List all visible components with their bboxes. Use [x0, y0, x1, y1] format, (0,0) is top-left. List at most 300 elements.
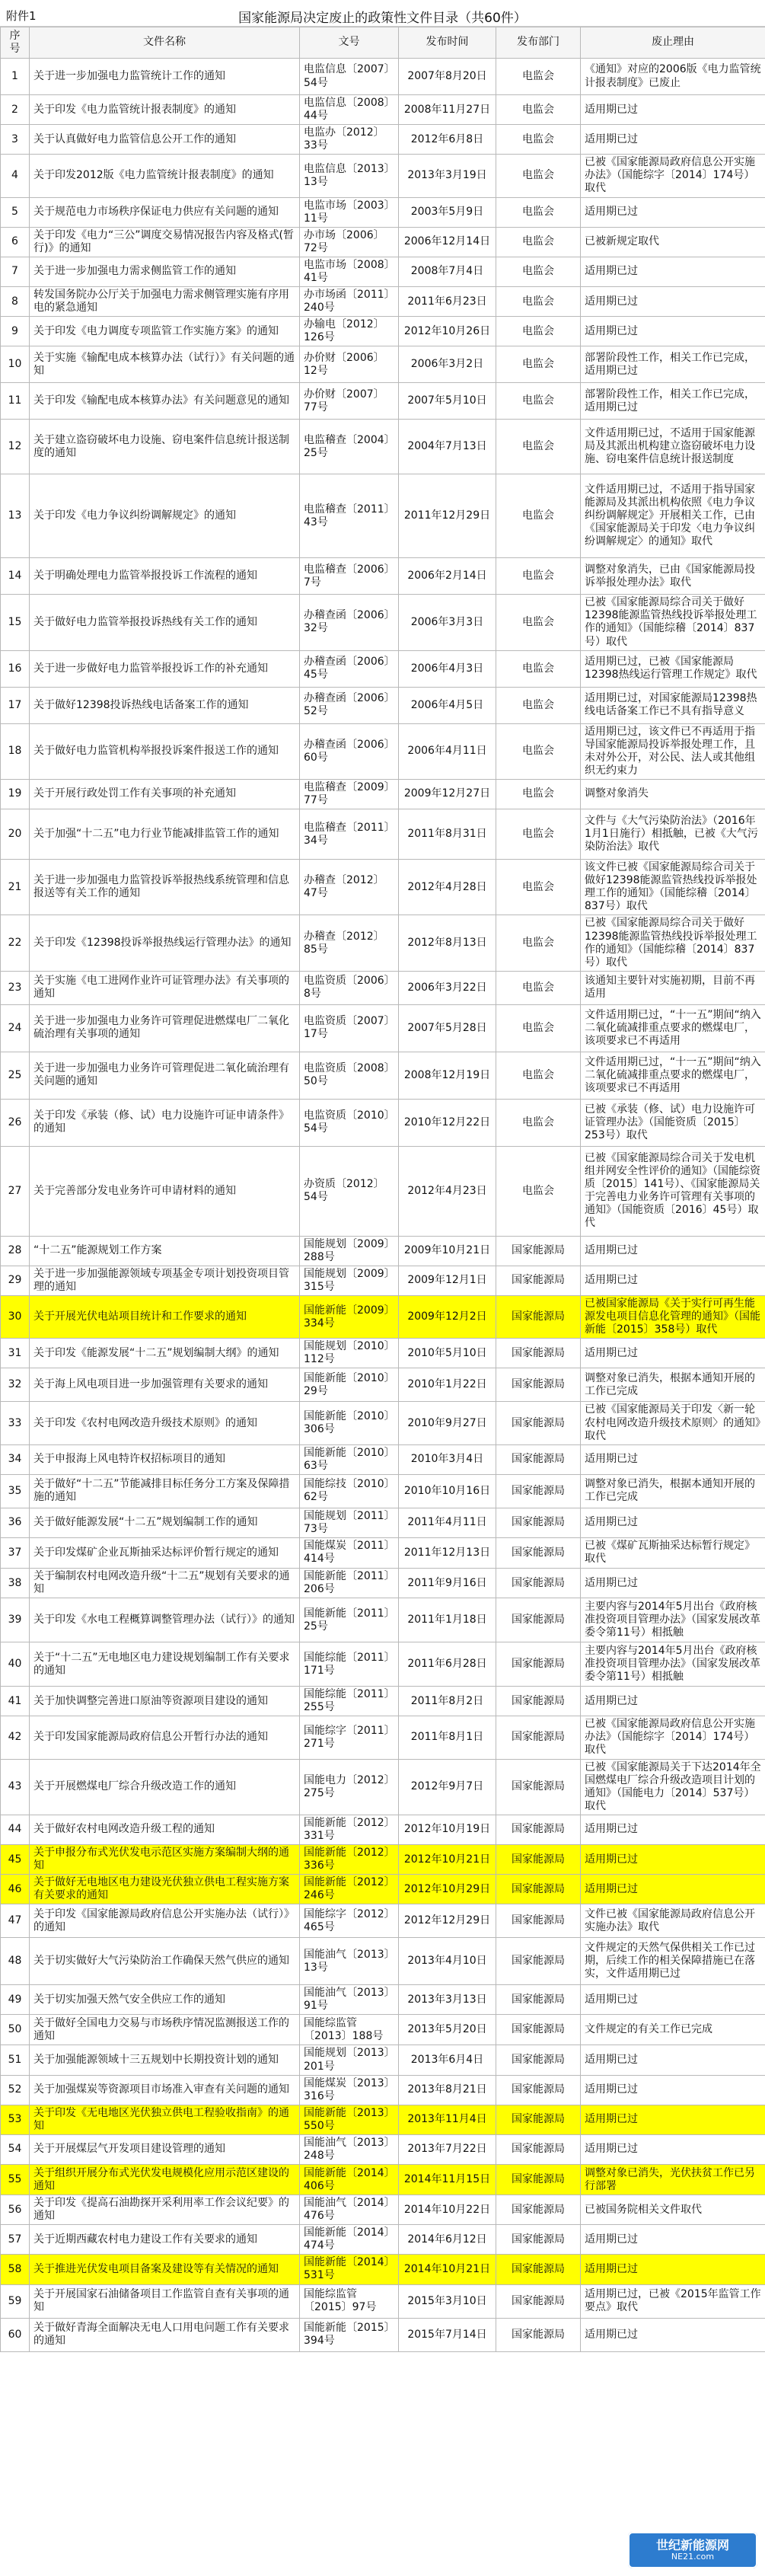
- publish-date: 2011年9月16日: [399, 1568, 496, 1598]
- document-name: 关于印发《电力“三公”调度交易情况报告内容及格式(暂行)》的通知: [30, 227, 300, 257]
- document-name: 关于印发《提高石油勘探开采利用率工作会议纪要》的通知: [30, 2195, 300, 2225]
- row-number: 24: [1, 1004, 30, 1052]
- document-name: 关于做好农村电网改造升级工程的通知: [30, 1815, 300, 1844]
- document-name: 关于做好无电地区电力建设光伏独立供电工程实施方案有关要求的通知: [30, 1875, 300, 1904]
- table-row: [1, 971, 765, 1004]
- publish-date: 2010年1月22日: [399, 1368, 496, 1402]
- publishing-department: 国家能源局: [496, 1236, 581, 1266]
- document-name: 关于完善部分发电业务许可申请材料的通知: [30, 1146, 300, 1236]
- publish-date: 2012年10月21日: [399, 1845, 496, 1875]
- row-number: 17: [1, 687, 30, 723]
- document-number: 国能规划〔2009〕315号: [300, 1266, 399, 1295]
- document-name: 关于印发煤矿企业瓦斯抽采达标评价暂行规定的通知: [30, 1537, 300, 1568]
- document-name: 关于印发《能源发展“十二五”规划编制大纲》的通知: [30, 1339, 300, 1368]
- repeal-reason: 文件适用期已过，不适用于国家能源局及其派出机构建立盗窃破坏电力设施、窃电案件信息统计报送制度: [581, 420, 765, 474]
- table-row: [1, 95, 765, 125]
- row-number: 41: [1, 1687, 30, 1716]
- publish-date: 2006年3月22日: [399, 971, 496, 1004]
- repeal-reason: 已被《国家能源局政府信息公开实施办法》（国能综字〔2014〕174号）取代: [581, 155, 765, 197]
- repeal-reason: 已被《煤矿瓦斯抽采达标暂行规定》取代: [581, 1537, 765, 1568]
- publish-date: 2012年4月23日: [399, 1146, 496, 1236]
- document-number: 国能综监管〔2013〕188号: [300, 2015, 399, 2045]
- document-number: 国能新能〔2015〕394号: [300, 2318, 399, 2351]
- repeal-reason: 适用期已过，该文件已不再适用于指导国家能源局投诉举报处理工作，且未对外公开，对公民、法人或其他组织无约束力: [581, 723, 765, 779]
- publishing-department: 国家能源局: [496, 1339, 581, 1368]
- document-name: 关于明确处理电力监管举报投诉工作流程的通知: [30, 558, 300, 595]
- repeal-reason: 调整对象已消失，根据本通知开展的工作已完成: [581, 1474, 765, 1508]
- document-name: 关于进一步加强能源领域专项基金专项计划投资项目管理的通知: [30, 1266, 300, 1295]
- row-number: 55: [1, 2165, 30, 2195]
- repeal-reason: 适用期已过: [581, 2134, 765, 2164]
- publishing-department: 国家能源局: [496, 1985, 581, 2015]
- publishing-department: 电监会: [496, 558, 581, 595]
- repeal-reason: 适用期已过: [581, 1339, 765, 1368]
- repealed-documents-table: [0, 27, 765, 2352]
- document-number: 国能规划〔2009〕288号: [300, 1236, 399, 1266]
- publish-date: 2011年6月23日: [399, 287, 496, 317]
- row-number: 40: [1, 1642, 30, 1687]
- publish-date: 2013年5月20日: [399, 2015, 496, 2045]
- row-number: 43: [1, 1759, 30, 1815]
- col-header-number: 文号: [300, 27, 399, 59]
- publishing-department: 国家能源局: [496, 1537, 581, 1568]
- publish-date: 2011年8月2日: [399, 1687, 496, 1716]
- document-name: 关于进一步做好电力监管举报投诉工作的补充通知: [30, 650, 300, 687]
- table-row: [1, 1759, 765, 1815]
- document-name: 关于加强能源领域十三五规划中长期投资计划的通知: [30, 2045, 300, 2075]
- document-number: 国能规划〔2011〕73号: [300, 1508, 399, 1537]
- col-header-dept: 发布部门: [496, 27, 581, 59]
- table-row: [1, 1099, 765, 1146]
- document-number: 办价财〔2007〕77号: [300, 383, 399, 420]
- repeal-reason: 该文件已被《国家能源局综合司关于做好12398能源监管热线投诉举报处理工作的通知》（国能综稽〔2014〕837号）取代: [581, 860, 765, 915]
- table-row: [1, 1598, 765, 1642]
- document-number: 国能新能〔2012〕246号: [300, 1875, 399, 1904]
- publish-date: 2009年12月1日: [399, 1266, 496, 1295]
- row-number: 54: [1, 2134, 30, 2164]
- document-name: 关于做好青海全面解决无电人口用电问题工作有关要求的通知: [30, 2318, 300, 2351]
- publishing-department: 国家能源局: [496, 1568, 581, 1598]
- site-watermark-logo: [628, 2532, 757, 2568]
- repeal-reason: 适用期已过: [581, 1875, 765, 1904]
- table-row: [1, 2045, 765, 2075]
- publishing-department: 国家能源局: [496, 1904, 581, 1938]
- row-number: 50: [1, 2015, 30, 2045]
- row-number: 46: [1, 1875, 30, 1904]
- repeal-reason: 适用期已过，对国家能源局12398热线电话备案工作已不具有指导意义: [581, 687, 765, 723]
- repeal-reason: 适用期已过: [581, 1236, 765, 1266]
- repeal-reason: 调整对象已消失，根据本通知开展的工作已完成: [581, 1368, 765, 1402]
- publish-date: 2010年3月4日: [399, 1444, 496, 1474]
- publish-date: 2007年5月10日: [399, 383, 496, 420]
- publishing-department: 电监会: [496, 1146, 581, 1236]
- document-number: 电监信息〔2013〕13号: [300, 155, 399, 197]
- publishing-department: 国家能源局: [496, 2045, 581, 2075]
- document-number: 办资质〔2012〕54号: [300, 1146, 399, 1236]
- document-number: 办稽查〔2012〕85号: [300, 915, 399, 971]
- publishing-department: 电监会: [496, 227, 581, 257]
- table-row: [1, 860, 765, 915]
- table-row: [1, 809, 765, 860]
- document-number: 办输电〔2012〕126号: [300, 317, 399, 346]
- publish-date: 2011年8月31日: [399, 809, 496, 860]
- publishing-department: 国家能源局: [496, 2284, 581, 2318]
- document-name: 关于实施《电工进网作业许可证管理办法》有关事项的通知: [30, 971, 300, 1004]
- publishing-department: 国家能源局: [496, 1266, 581, 1295]
- document-number: 办价财〔2006〕12号: [300, 346, 399, 383]
- row-number: 37: [1, 1537, 30, 1568]
- document-name: 关于印发《无电地区光伏独立供电工程验收指南》的通知: [30, 2105, 300, 2134]
- document-number: 电监稽查〔2006〕7号: [300, 558, 399, 595]
- document-name: 关于做好电力监管举报投诉热线有关工作的通知: [30, 595, 300, 650]
- table-row: [1, 1004, 765, 1052]
- repeal-reason: 已被《国家能源局关于印发〈新一轮农村电网改造升级技术原则〉的通知》取代: [581, 1402, 765, 1444]
- row-number: 16: [1, 650, 30, 687]
- table-row: [1, 2134, 765, 2164]
- repeal-reason: 适用期已过: [581, 317, 765, 346]
- document-number: 国能综监管〔2015〕97号: [300, 2284, 399, 2318]
- table-row: [1, 2075, 765, 2105]
- repeal-reason: 已被国务院相关文件取代: [581, 2195, 765, 2225]
- document-number: 国能综字〔2011〕271号: [300, 1716, 399, 1759]
- document-number: 国能综技〔2010〕62号: [300, 1474, 399, 1508]
- repeal-reason: 已被《承装（修、试）电力设施许可证管理办法》（国能资质〔2015〕253号）取代: [581, 1099, 765, 1146]
- table-row: [1, 59, 765, 95]
- publishing-department: 国家能源局: [496, 2105, 581, 2134]
- publish-date: 2006年3月3日: [399, 595, 496, 650]
- table-row: [1, 155, 765, 197]
- publish-date: 2004年7月13日: [399, 420, 496, 474]
- document-number: 国能规划〔2013〕201号: [300, 2045, 399, 2075]
- publishing-department: 国家能源局: [496, 1642, 581, 1687]
- row-number: 56: [1, 2195, 30, 2225]
- publishing-department: 国家能源局: [496, 2225, 581, 2255]
- document-number: 国能新能〔2014〕474号: [300, 2225, 399, 2255]
- publishing-department: 电监会: [496, 971, 581, 1004]
- publish-date: 2012年8月13日: [399, 915, 496, 971]
- row-number: 38: [1, 1568, 30, 1598]
- row-number: 8: [1, 287, 30, 317]
- table-row: [1, 650, 765, 687]
- document-number: 国能煤炭〔2013〕316号: [300, 2075, 399, 2105]
- publish-date: 2008年7月4日: [399, 257, 496, 286]
- row-number: 53: [1, 2105, 30, 2134]
- repeal-reason: 适用期已过: [581, 287, 765, 317]
- document-name: 关于印发国家能源局政府信息公开暂行办法的通知: [30, 1716, 300, 1759]
- publishing-department: 国家能源局: [496, 1444, 581, 1474]
- publishing-department: 电监会: [496, 595, 581, 650]
- publish-date: 2013年7月22日: [399, 2134, 496, 2164]
- publish-date: 2010年9月27日: [399, 1402, 496, 1444]
- publish-date: 2006年4月5日: [399, 687, 496, 723]
- table-row: [1, 2015, 765, 2045]
- publishing-department: 国家能源局: [496, 2075, 581, 2105]
- repeal-reason: 适用期已过: [581, 1444, 765, 1474]
- repeal-reason: 文件规定的有关工作已完成: [581, 2015, 765, 2045]
- row-number: 12: [1, 420, 30, 474]
- table-row: [1, 2255, 765, 2284]
- document-number: 国能综字〔2012〕465号: [300, 1904, 399, 1938]
- document-name: 关于做好能源发展“十二五”规划编制工作的通知: [30, 1508, 300, 1537]
- row-number: 13: [1, 474, 30, 558]
- document-number: 电监办〔2012〕33号: [300, 125, 399, 155]
- table-row: [1, 1236, 765, 1266]
- table-row: [1, 1875, 765, 1904]
- publish-date: 2013年11月4日: [399, 2105, 496, 2134]
- publish-date: 2015年7月14日: [399, 2318, 496, 2351]
- document-number: 国能综能〔2011〕171号: [300, 1642, 399, 1687]
- publishing-department: 电监会: [496, 650, 581, 687]
- col-header-no: 序号: [1, 27, 30, 59]
- document-number: 电监资质〔2007〕17号: [300, 1004, 399, 1052]
- table-row: [1, 1296, 765, 1339]
- table-row: [1, 2318, 765, 2351]
- publish-date: 2012年6月8日: [399, 125, 496, 155]
- repeal-reason: 适用期已过: [581, 2075, 765, 2105]
- table-row: [1, 227, 765, 257]
- document-number: 办稽查函〔2006〕52号: [300, 687, 399, 723]
- table-row: [1, 2225, 765, 2255]
- repeal-reason: 适用期已过: [581, 2255, 765, 2284]
- row-number: 58: [1, 2255, 30, 2284]
- repeal-reason: 已被国家能源局《关于实行可再生能源发电项目信息化管理的通知》（国能新能〔2015〕358号）取代: [581, 1296, 765, 1339]
- table-row: [1, 1402, 765, 1444]
- publishing-department: 国家能源局: [496, 1474, 581, 1508]
- publish-date: 2009年12月2日: [399, 1296, 496, 1339]
- row-number: 42: [1, 1716, 30, 1759]
- row-number: 57: [1, 2225, 30, 2255]
- document-name: 关于印发2012版《电力监管统计报表制度》的通知: [30, 155, 300, 197]
- row-number: 32: [1, 1368, 30, 1402]
- publishing-department: 电监会: [496, 687, 581, 723]
- publish-date: 2012年9月7日: [399, 1759, 496, 1815]
- document-number: 国能综能〔2011〕255号: [300, 1687, 399, 1716]
- row-number: 34: [1, 1444, 30, 1474]
- row-number: 23: [1, 971, 30, 1004]
- document-name: 关于开展行政处罚工作有关事项的补充通知: [30, 779, 300, 809]
- document-number: 办市场函〔2011〕240号: [300, 287, 399, 317]
- publishing-department: 电监会: [496, 915, 581, 971]
- repeal-reason: 适用期已过: [581, 1985, 765, 2015]
- repeal-reason: 文件与《大气污染防治法》（2016年1月1日施行）相抵触，已被《大气污染防治法》取代: [581, 809, 765, 860]
- publish-date: 2011年4月11日: [399, 1508, 496, 1537]
- publish-date: 2007年8月20日: [399, 59, 496, 95]
- document-name: 关于进一步加强电力监管统计工作的通知: [30, 59, 300, 95]
- table-row: [1, 2284, 765, 2318]
- repeal-reason: 文件适用期已过，不适用于指导国家能源局及其派出机构依照《电力争议纠纷调解规定》开展相关工作，已由《国家能源局关于印发〈电力争议纠纷调解规定〉的通知》取代: [581, 474, 765, 558]
- row-number: 2: [1, 95, 30, 125]
- document-number: 电监市场〔2008〕41号: [300, 257, 399, 286]
- table-row: [1, 2195, 765, 2225]
- table-row: [1, 1716, 765, 1759]
- repeal-reason: 主要内容与2014年5月出台《政府核准投资项目管理办法》（国家发展改革委令第11号）相抵触: [581, 1642, 765, 1687]
- document-header: [0, 0, 765, 27]
- publishing-department: 电监会: [496, 723, 581, 779]
- document-name: 关于近期西藏农村电力建设工作有关要求的通知: [30, 2225, 300, 2255]
- document-name: 关于做好电力监管机构举报投诉案件报送工作的通知: [30, 723, 300, 779]
- row-number: 10: [1, 346, 30, 383]
- document-number: 国能新能〔2014〕531号: [300, 2255, 399, 2284]
- document-number: 国能新能〔2010〕306号: [300, 1402, 399, 1444]
- publishing-department: 电监会: [496, 287, 581, 317]
- table-row: [1, 1815, 765, 1844]
- row-number: 29: [1, 1266, 30, 1295]
- publish-date: 2013年6月4日: [399, 2045, 496, 2075]
- col-header-name: 文件名称: [30, 27, 300, 59]
- document-name: 关于进一步加强电力业务许可管理促进二氧化硫治理有关问题的通知: [30, 1052, 300, 1099]
- repeal-reason: 已被《国家能源局政府信息公开实施办法》（国能综字〔2014〕174号）取代: [581, 1716, 765, 1759]
- document-name: 转发国务院办公厅关于加强电力需求侧管理实施有序用电的紧急通知: [30, 287, 300, 317]
- row-number: 22: [1, 915, 30, 971]
- repeal-reason: 适用期已过，已被《国家能源局12398热线运行管理工作规定》取代: [581, 650, 765, 687]
- publish-date: 2011年6月28日: [399, 1642, 496, 1687]
- publish-date: 2009年10月21日: [399, 1236, 496, 1266]
- repeal-reason: 已被新规定取代: [581, 227, 765, 257]
- publish-date: 2013年8月21日: [399, 2075, 496, 2105]
- table-row: [1, 346, 765, 383]
- repeal-reason: 适用期已过: [581, 2318, 765, 2351]
- row-number: 59: [1, 2284, 30, 2318]
- repeal-reason: 已被《国家能源局综合司关于做好12398能源监管热线投诉举报处理工作的通知》（国能综稽〔2014〕837号）取代: [581, 595, 765, 650]
- publish-date: 2014年10月22日: [399, 2195, 496, 2225]
- document-number: 国能新能〔2012〕336号: [300, 1845, 399, 1875]
- document-number: 办稽查〔2012〕47号: [300, 860, 399, 915]
- repeal-reason: 适用期已过: [581, 1845, 765, 1875]
- document-number: 国能油气〔2013〕13号: [300, 1938, 399, 1985]
- document-number: 电监资质〔2006〕8号: [300, 971, 399, 1004]
- row-number: 26: [1, 1099, 30, 1146]
- document-number: 国能油气〔2013〕91号: [300, 1985, 399, 2015]
- table-row: [1, 2165, 765, 2195]
- table-row: [1, 779, 765, 809]
- repeal-reason: 该通知主要针对实施初期，目前不再适用: [581, 971, 765, 1004]
- document-number: 国能新能〔2010〕29号: [300, 1368, 399, 1402]
- document-name: 关于“十二五”无电地区电力建设规划编制工作有关要求的通知: [30, 1642, 300, 1687]
- document-name: 关于加强煤炭等资源项目市场准入审查有关问题的通知: [30, 2075, 300, 2105]
- document-name: 关于认真做好电力监管信息公开工作的通知: [30, 125, 300, 155]
- publishing-department: 电监会: [496, 779, 581, 809]
- document-number: 办稽查函〔2006〕32号: [300, 595, 399, 650]
- document-number: 国能新能〔2013〕550号: [300, 2105, 399, 2134]
- row-number: 60: [1, 2318, 30, 2351]
- repeal-reason: 部署阶段性工作，相关工作已完成，适用期已过: [581, 383, 765, 420]
- table-row: [1, 1508, 765, 1537]
- publish-date: 2010年12月22日: [399, 1099, 496, 1146]
- table-row: [1, 474, 765, 558]
- document-number: 电监市场〔2003〕11号: [300, 197, 399, 227]
- table-row: [1, 1052, 765, 1099]
- publishing-department: 电监会: [496, 317, 581, 346]
- document-name: 关于推进光伏发电项目备案及建设等有关情况的通知: [30, 2255, 300, 2284]
- row-number: 14: [1, 558, 30, 595]
- row-number: 15: [1, 595, 30, 650]
- publish-date: 2014年11月15日: [399, 2165, 496, 2195]
- repeal-reason: 文件适用期已过，“十一五”期间“纳入二氧化硫减排重点要求的燃煤电厂，该项要求已不再适用: [581, 1052, 765, 1099]
- document-name: 关于切实做好大气污染防治工作确保天然气供应的通知: [30, 1938, 300, 1985]
- row-number: 48: [1, 1938, 30, 1985]
- table-row: [1, 1266, 765, 1295]
- publishing-department: 电监会: [496, 1052, 581, 1099]
- row-number: 35: [1, 1474, 30, 1508]
- publish-date: 2006年3月2日: [399, 346, 496, 383]
- document-number: 国能新能〔2011〕206号: [300, 1568, 399, 1598]
- row-number: 44: [1, 1815, 30, 1844]
- repeal-reason: 适用期已过: [581, 1815, 765, 1844]
- publish-date: 2008年11月27日: [399, 95, 496, 125]
- document-number: 国能新能〔2014〕406号: [300, 2165, 399, 2195]
- row-number: 4: [1, 155, 30, 197]
- publishing-department: 国家能源局: [496, 2015, 581, 2045]
- publish-date: 2012年10月29日: [399, 1875, 496, 1904]
- table-row: [1, 257, 765, 286]
- document-number: 电监稽查〔2009〕77号: [300, 779, 399, 809]
- publishing-department: 国家能源局: [496, 2165, 581, 2195]
- row-number: 45: [1, 1845, 30, 1875]
- document-number: 国能新能〔2010〕63号: [300, 1444, 399, 1474]
- publish-date: 2013年3月13日: [399, 1985, 496, 2015]
- publish-date: 2012年4月28日: [399, 860, 496, 915]
- publishing-department: 国家能源局: [496, 1598, 581, 1642]
- row-number: 47: [1, 1904, 30, 1938]
- repeal-reason: 适用期已过: [581, 1568, 765, 1598]
- row-number: 27: [1, 1146, 30, 1236]
- row-number: 7: [1, 257, 30, 286]
- document-number: 国能油气〔2013〕248号: [300, 2134, 399, 2164]
- repeal-reason: 文件已被《国家能源局政府信息公开实施办法》取代: [581, 1904, 765, 1938]
- repeal-reason: 调整对象消失，已由《国家能源局投诉举报处理办法》取代: [581, 558, 765, 595]
- publish-date: 2014年10月21日: [399, 2255, 496, 2284]
- row-number: 30: [1, 1296, 30, 1339]
- table-row: [1, 723, 765, 779]
- document-name: 关于申报分布式光伏发电示范区实施方案编制大纲的通知: [30, 1845, 300, 1875]
- table-row: [1, 1339, 765, 1368]
- repeal-reason: 适用期已过: [581, 1266, 765, 1295]
- row-number: 39: [1, 1598, 30, 1642]
- row-number: 5: [1, 197, 30, 227]
- row-number: 52: [1, 2075, 30, 2105]
- publish-date: 2013年3月19日: [399, 155, 496, 197]
- repeal-reason: 适用期已过: [581, 1687, 765, 1716]
- document-number: 国能新能〔2009〕334号: [300, 1296, 399, 1339]
- publish-date: 2008年12月19日: [399, 1052, 496, 1099]
- repeal-reason: 适用期已过: [581, 1508, 765, 1537]
- document-name: 关于做好“十二五”节能减排目标任务分工方案及保障措施的通知: [30, 1474, 300, 1508]
- row-number: 11: [1, 383, 30, 420]
- document-number: 电监稽查〔2011〕43号: [300, 474, 399, 558]
- table-row: [1, 420, 765, 474]
- row-number: 25: [1, 1052, 30, 1099]
- repeal-reason: 适用期已过，已被《2015年监管工作要点》取代: [581, 2284, 765, 2318]
- document-title: 国家能源局决定废止的政策性文件目录（共60件）: [238, 11, 527, 26]
- document-name: 关于开展光伏电站项目统计和工作要求的通知: [30, 1296, 300, 1339]
- publishing-department: 电监会: [496, 257, 581, 286]
- repeal-reason: 适用期已过: [581, 2225, 765, 2255]
- document-number: 办稽查函〔2006〕60号: [300, 723, 399, 779]
- repeal-reason: 文件规定的天然气保供相关工作已过期，后续工作的相关保障措施已在落实，文件适用期已过: [581, 1938, 765, 1985]
- table-row: [1, 1537, 765, 1568]
- publishing-department: 电监会: [496, 809, 581, 860]
- publishing-department: 国家能源局: [496, 2255, 581, 2284]
- repeal-reason: 文件适用期已过，“十一五”期间“纳入二氧化硫减排重点要求的燃煤电厂，该项要求已不再适用: [581, 1004, 765, 1052]
- table-row: [1, 595, 765, 650]
- table-row: [1, 125, 765, 155]
- document-number: 国能规划〔2010〕112号: [300, 1339, 399, 1368]
- publish-date: 2011年8月1日: [399, 1716, 496, 1759]
- table-row: [1, 1938, 765, 1985]
- table-row: [1, 2105, 765, 2134]
- row-number: 21: [1, 860, 30, 915]
- table-header-row: [1, 27, 765, 59]
